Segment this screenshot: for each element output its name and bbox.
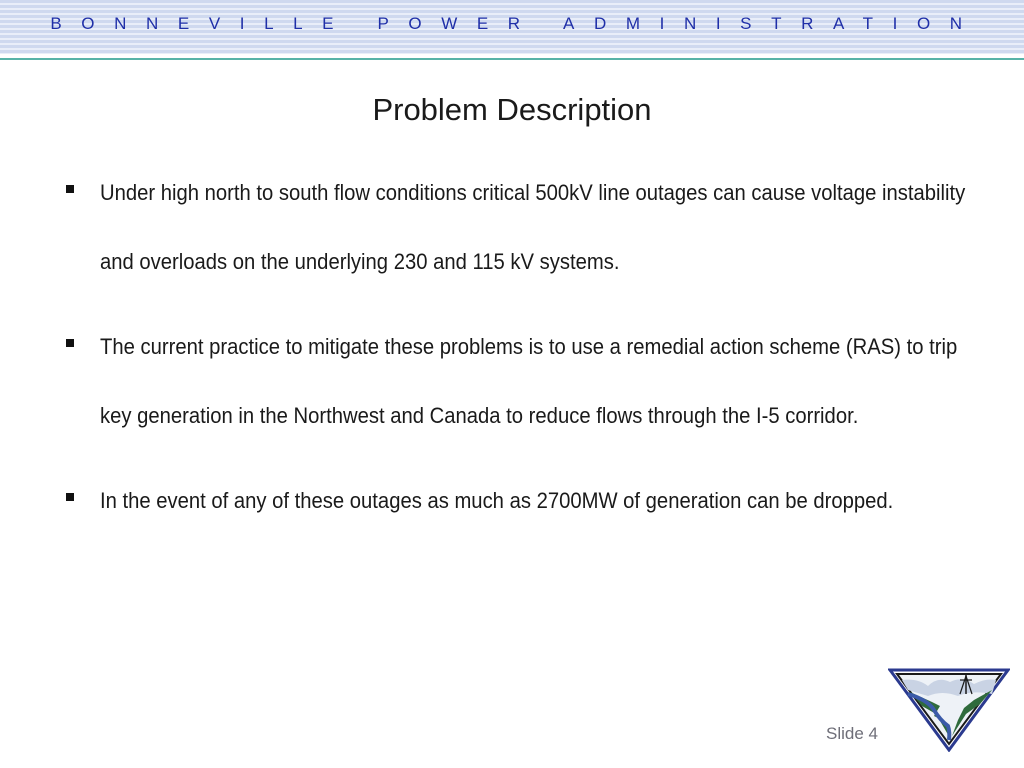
bullet-text: The current practice to mitigate these problems is to use a remedial action scheme (RAS) to trip key generation in the Northwest and Canada to reduce flows through the I-5 corridor. <box>100 334 958 428</box>
square-bullet-icon <box>66 493 74 501</box>
slide-title: Problem Description <box>372 92 652 127</box>
bullet-item <box>62 158 966 296</box>
bullet-item <box>62 466 962 535</box>
square-bullet-icon <box>66 185 74 193</box>
square-bullet-icon <box>66 339 74 347</box>
bpa-triangle-logo-icon <box>888 666 1010 752</box>
header-divider <box>0 58 1024 60</box>
slide-number: Slide 4 <box>826 724 878 743</box>
bullet-list <box>62 158 966 551</box>
bullet-text: In the event of any of these outages as much as 2700MW of generation can be dropped. <box>100 488 894 513</box>
bullet-text: Under high north to south flow conditions critical 500kV line outages can cause voltage instability and overloads on the underlying 230 and 115 kV systems. <box>100 180 966 274</box>
bullet-item <box>62 312 962 450</box>
organization-name: BONNEVILLE POWER ADMINISTRATION <box>50 14 982 33</box>
